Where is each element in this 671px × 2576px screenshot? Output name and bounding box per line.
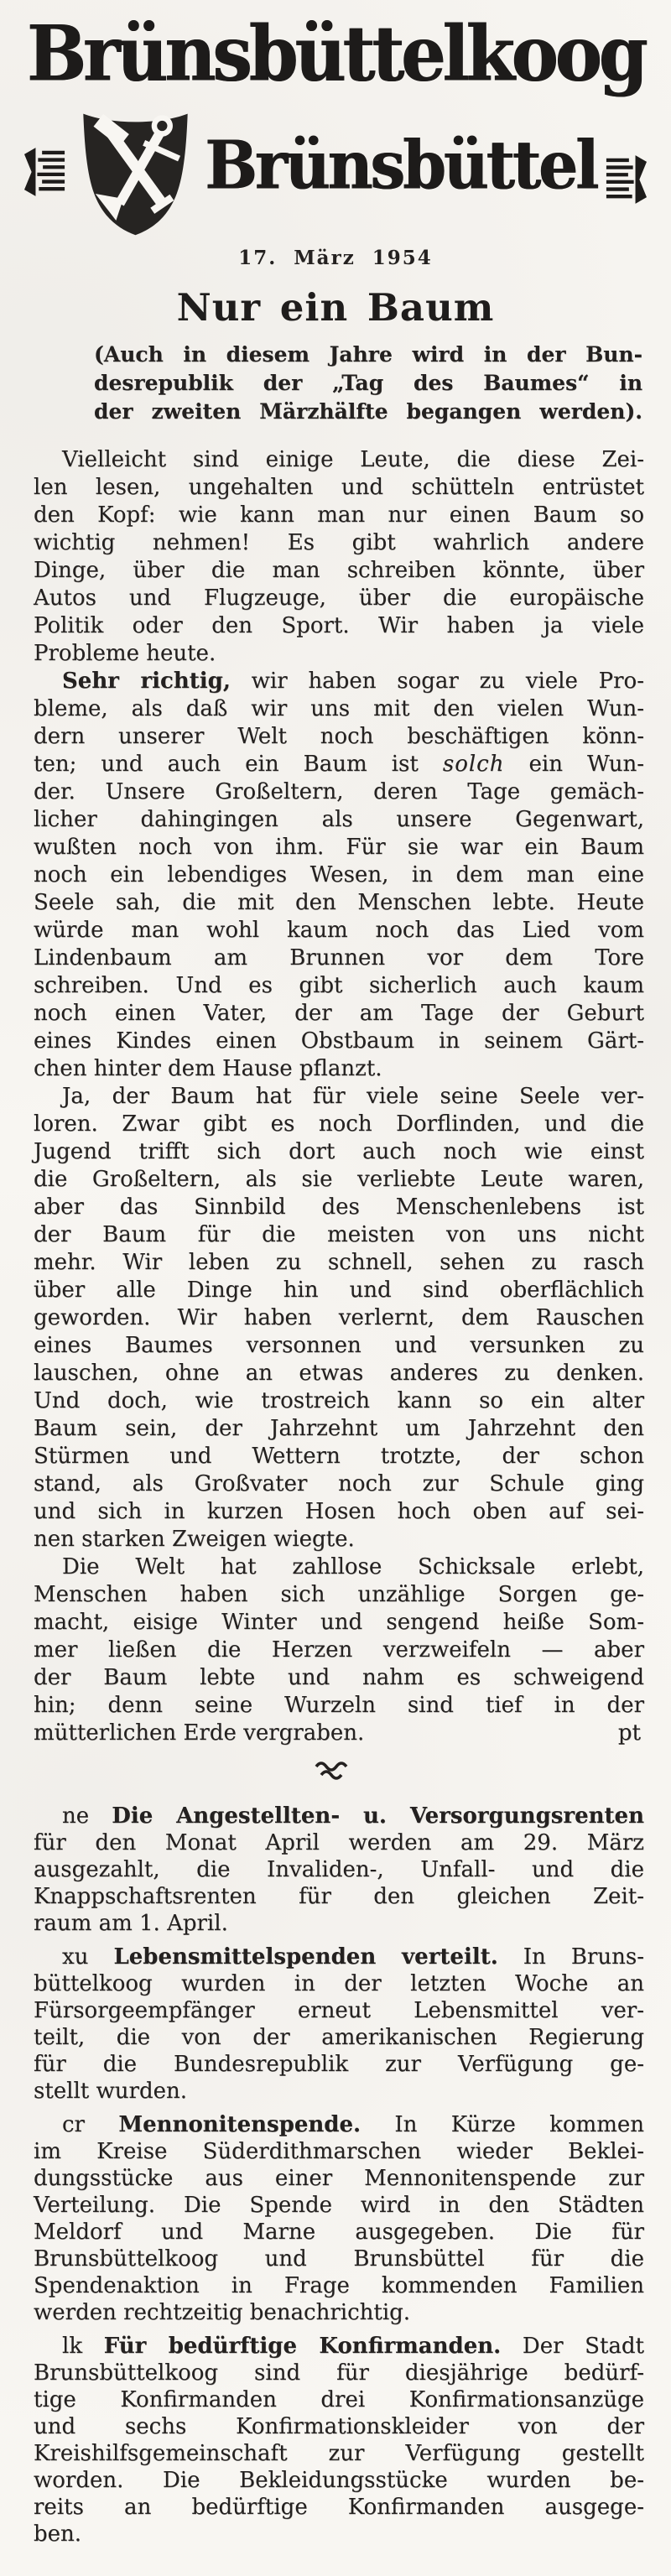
text-line: raum am 1. April. xyxy=(34,1911,228,1936)
text-line: der zweiten Märzhälfte begangen werden). xyxy=(94,399,642,424)
text-line: Jugend trifft sich dort auch noch wie einst xyxy=(34,1139,644,1164)
text-line: len lesen, ungehalten und schütteln entrüstet xyxy=(34,475,644,500)
text-line: Politik oder den Sport. Wir haben ja viele xyxy=(34,613,644,638)
text-line: Seele sah, die mit den Menschen lebte. Heute xyxy=(34,890,644,915)
ribbon-flourish-left-icon xyxy=(24,146,66,198)
text-line: mehr. Wir leben zu schnell, sehen zu rasch xyxy=(34,1250,644,1275)
author-initials: pt xyxy=(617,1720,641,1746)
text-line: mer ließen die Herzen verzweifeln — aber xyxy=(34,1637,644,1663)
text-line: macht, eisige Winter und sengend heiße Som- xyxy=(34,1610,644,1635)
text-line: noch einen Vater, der am Tage der Geburt xyxy=(34,1001,644,1026)
text-line: Menschen haben sich unzählige Sorgen ge- xyxy=(34,1582,644,1607)
text-line: desrepublik der „Tag des Baumes“ in xyxy=(94,371,642,395)
text-line: ausgezahlt, die Invaliden-, Unfall- und die xyxy=(34,1857,644,1882)
masthead-title-line2: Brünsbüttel xyxy=(205,127,596,205)
news-item xyxy=(34,2333,644,2547)
text-line: für den Monat April werden am 29. März xyxy=(34,1830,644,1855)
article-body xyxy=(34,446,644,1747)
text-line: Lindenbaum am Brunnen vor dem Tore xyxy=(34,945,644,971)
text-line: Meldorf und Marne ausgegeben. Die für xyxy=(34,2220,644,2245)
text-line: reits an bedürftige Konfirmanden ausgege- xyxy=(34,2495,644,2520)
text-line: schreiben. Und es gibt sicherlich auch kaum xyxy=(34,973,644,998)
text-line: Ja, der Baum hat für viele seine Seele ver- xyxy=(62,1084,644,1109)
text-line: Sehr richtig, wir haben sogar zu viele Pro- xyxy=(62,669,644,694)
text-line: und sich in kurzen Hosen hoch oben auf sei- xyxy=(34,1499,644,1524)
text-line: lauschen, ohne an etwas anderes zu denken. xyxy=(34,1361,644,1386)
text-line: loren. Zwar gibt es noch Dorflinden, und die xyxy=(34,1111,644,1137)
text-line xyxy=(34,1720,644,1747)
text-line: Fürsorgeempfänger erneut Lebensmittel ver- xyxy=(34,1998,644,2023)
text-line: aber das Sinnbild des Menschenlebens ist xyxy=(34,1194,644,1220)
text-line: wußten noch von ihm. Für sie war ein Baum xyxy=(34,835,644,860)
article-paragraph xyxy=(34,446,644,668)
article-headline: Nur ein Baum xyxy=(176,285,495,330)
text-line-content: mütterlichen Erde vergraben. xyxy=(34,1720,365,1746)
text-line: worden. Die Bekleidungsstücke wurden be- xyxy=(34,2468,644,2493)
text-line: Spendenaktion in Frage kommenden Familien xyxy=(34,2273,644,2298)
text-line: Probleme heute. xyxy=(34,641,216,666)
text-line: tige Konfirmanden drei Konfirmationsanzüge xyxy=(34,2387,644,2412)
crest-anchor-hammer-shield-icon xyxy=(75,104,196,240)
text-line: noch ein lebendiges Wesen, in dem man eine xyxy=(34,862,644,887)
text-line: Vielleicht sind einige Leute, die diese Zei- xyxy=(62,447,644,472)
text-line: der Baum lebte und nahm es schweigend xyxy=(34,1665,644,1690)
article-paragraph xyxy=(34,1553,644,1747)
text-line: Knappschaftsrenten für den gleichen Zeit- xyxy=(34,1884,644,1909)
masthead-title-line1: Brünsbüttelkoog xyxy=(26,8,645,98)
text-line: licher dahingingen als unsere Gegenwart, xyxy=(34,807,644,832)
text-line: ten; und auch ein Baum ist solch ein Wun- xyxy=(34,752,644,777)
text-line: lk Für bedürftige Konfirmanden. Der Stadt xyxy=(62,2334,644,2359)
text-line: Stürmen und Wettern trotzte, der schon xyxy=(34,1444,644,1469)
masthead-title-line2-row xyxy=(0,101,671,243)
text-line: xu Lebensmittelspenden verteilt. In Bruns- xyxy=(62,1944,644,1970)
text-line: würde man wohl kaum noch das Lied vom xyxy=(34,918,644,943)
text-line: wichtig nehmen! Es gibt wahrlich andere xyxy=(34,530,644,555)
text-line: Verteilung. Die Spende wird in den Städten xyxy=(34,2193,644,2218)
news-item xyxy=(34,2111,644,2326)
text-line: der. Unsere Großeltern, deren Tage gemäch- xyxy=(34,779,644,804)
text-line: ne Die Angestellten- u. Versorgungsrenten xyxy=(62,1803,645,1829)
text-line: nen starken Zweigen wiegte. xyxy=(34,1527,355,1552)
masthead xyxy=(0,0,671,270)
text-line: stellt wurden. xyxy=(34,2079,187,2104)
text-line: dern unserer Welt noch beschäftigen könn- xyxy=(34,724,644,749)
text-line: über alle Dinge hin und sind oberflächlich xyxy=(34,1278,644,1303)
text-line: den Kopf: wie kann man nur einen Baum so xyxy=(34,502,644,528)
text-line: eines Kindes einen Obstbaum in seinem Gärt- xyxy=(34,1028,644,1054)
double-wave-icon xyxy=(314,1759,357,1781)
text-line: die Großeltern, als sie verliebte Leute waren, xyxy=(34,1167,644,1192)
text-line: stand, als Großvater noch zur Schule ging xyxy=(34,1471,644,1496)
text-line: und sechs Konfirmationskleider von der xyxy=(34,2414,644,2439)
news-item xyxy=(34,1944,644,2105)
text-line: werden rechtzeitig benachrichtig. xyxy=(34,2300,411,2325)
text-line: Brunsbüttelkoog sind für diesjährige bedürf- xyxy=(34,2360,644,2386)
text-line: chen hinter dem Hause pflanzt. xyxy=(34,1056,382,1081)
text-line: geworden. Wir haben verlernt, dem Rauschen xyxy=(34,1305,644,1330)
ribbon-flourish-right-icon xyxy=(605,154,647,206)
article-paragraph xyxy=(34,668,644,1083)
text-line: büttelkoog wurden in der letzten Woche an xyxy=(34,1971,644,1996)
text-line: eines Baumes versonnen und versunken zu xyxy=(34,1333,644,1358)
issue-date: 17. März 1954 xyxy=(238,247,433,269)
text-line: der Baum für die meisten von uns nicht xyxy=(34,1222,644,1247)
text-line: Brunsbüttelkoog und Brunsbüttel für die xyxy=(34,2246,644,2272)
text-line: Kreishilfsgemeinschaft zur Verfügung gestellt xyxy=(34,2441,644,2466)
article-lead-paragraph xyxy=(94,341,642,426)
news-item xyxy=(34,1803,644,1937)
text-line: Baum sein, der Jahrzehnt um Jahrzehnt den xyxy=(34,1416,644,1441)
article-column xyxy=(0,287,671,2547)
text-line: ben. xyxy=(34,2521,82,2547)
text-line: dungsstücke aus einer Mennonitenspende zur xyxy=(34,2166,644,2191)
text-line: hin; denn seine Wurzeln sind tief in der xyxy=(34,1693,644,1718)
text-line: Und doch, wie trostreich kann so ein alter xyxy=(34,1388,644,1413)
text-line: (Auch in diesem Jahre wird in der Bun- xyxy=(94,342,642,367)
text-line: Autos und Flugzeuge, über die europäische xyxy=(34,585,644,611)
text-line: für die Bundesrepublik zur Verfügung ge- xyxy=(34,2052,644,2077)
article-paragraph xyxy=(34,1083,644,1553)
text-line: teilt, die von der amerikanischen Regierung xyxy=(34,2025,644,2050)
local-news-briefs xyxy=(34,1803,644,2547)
text-line: Dinge, über die man schreiben könnte, über xyxy=(34,558,644,583)
text-line: Die Welt hat zahllose Schicksale erlebt, xyxy=(62,1554,644,1579)
text-line: im Kreise Süderdithmarschen wieder Beklei- xyxy=(34,2139,644,2164)
wave-divider-ornament xyxy=(314,1759,357,1781)
text-line: cr Mennonitenspende. In Kürze kommen xyxy=(62,2112,644,2137)
text-line: bleme, als daß wir uns mit den vielen Wun- xyxy=(34,696,644,721)
